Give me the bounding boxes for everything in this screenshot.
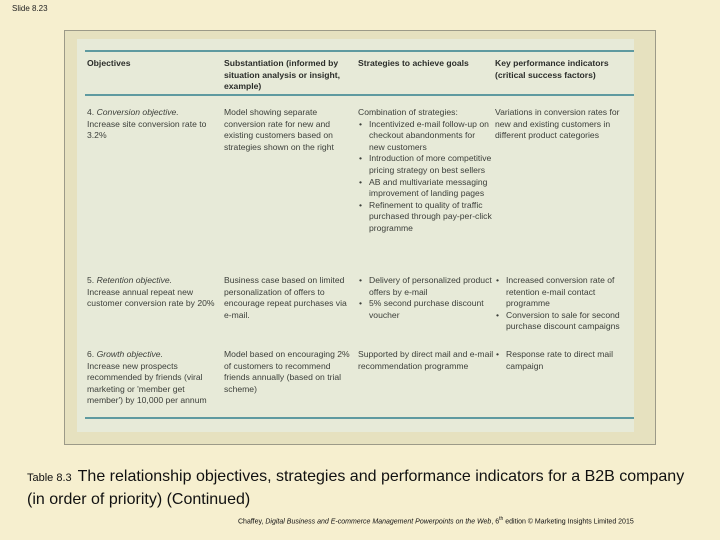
table-row-5-substantiation: Business case based on limited personalization of offers to encourage repeat purchases via e-mail. [224,275,347,320]
objective-number: 4. [87,107,95,117]
objective-number: 6. [87,349,95,359]
table-row-6-objective [87,349,217,407]
citation-footer: Chaffey, Digital Business and E-commerce Management Powerpoints on the Web, 6th edition © Marketing Insights Limited 2015 [238,516,634,526]
strategies-list [358,119,492,235]
caption-text: The relationship objectives, strategies and performance indicators for a B2B company (in order of priority) (Continued) [27,468,685,508]
objective-title: Growth objective. [96,349,163,359]
strategies-intro: Combination of strategies: [358,107,458,117]
table-caption [27,466,697,511]
table-bottom-rule [85,417,634,419]
table-row-6-strategies: Supported by direct mail and e-mail recommendation programme [358,349,494,371]
table-row-4-objective [87,107,219,142]
objective-title: Conversion objective. [96,107,179,117]
table-row-6-kpi [495,349,633,372]
objective-number: 5. [87,275,95,285]
table-row-4-substantiation: Model showing separate conversion rate for new and existing customers based on strategies shown on the right [224,107,334,152]
caption-label: Table 8.3 [27,472,72,484]
kpi-list [495,275,633,333]
objective-text: Increase new prospects recommended by friends (viral marketing or 'member get member') by 10,000 per annum [87,360,207,406]
list-item: • Conversion to sale for second purchase discount campaigns [496,309,620,332]
list-item: • Delivery of personalized product offers by e-mail [359,275,492,297]
list-item: • Introduction of more competitive pricing strategy on best sellers [359,153,492,175]
objective-title: Retention objective. [96,275,173,285]
header-substantiation: Substantiation (informed by situation analysis or insight, example) [224,58,341,92]
header-objectives: Objectives [87,58,131,68]
objective-text: Increase annual repeat new customer conversion rate by 20% [87,286,215,309]
list-item: • Refinement to quality of traffic purchased through pay-per-click programme [359,199,492,233]
table-row-4-kpi: Variations in conversion rates for new and existing customers in different product categories [495,107,620,141]
kpi-list [495,349,633,372]
header-kpi: Key performance indicators (critical success factors) [495,58,609,80]
table-row-6-substantiation: Model based on encouraging 2% of customers to recommend friends annually (based on trial scheme) [224,349,350,394]
table-row-5-objective [87,275,217,310]
table-row-5-strategies [358,275,492,321]
table-row-4-strategies [358,107,492,235]
strategies-list [358,275,492,321]
table-row-5-kpi [495,275,633,333]
list-item: • Response rate to direct mail campaign [496,349,613,371]
list-item: • 5% second purchase discount voucher [359,298,484,320]
objective-text: Increase site conversion rate to 3.2% [87,118,207,141]
list-item: • Incentivized e-mail follow-up on checkout abandonments for new customers [359,118,489,152]
table-top-rule [85,50,634,52]
slide-number: Slide 8.23 [12,4,48,13]
header-strategies: Strategies to achieve goals [358,58,469,68]
objectives-table [77,39,634,432]
list-item: • AB and multivariate messaging improvement of landing pages [359,176,488,199]
table-header-rule [85,94,634,96]
list-item: • Increased conversion rate of retention e-mail contact programme [496,275,615,309]
